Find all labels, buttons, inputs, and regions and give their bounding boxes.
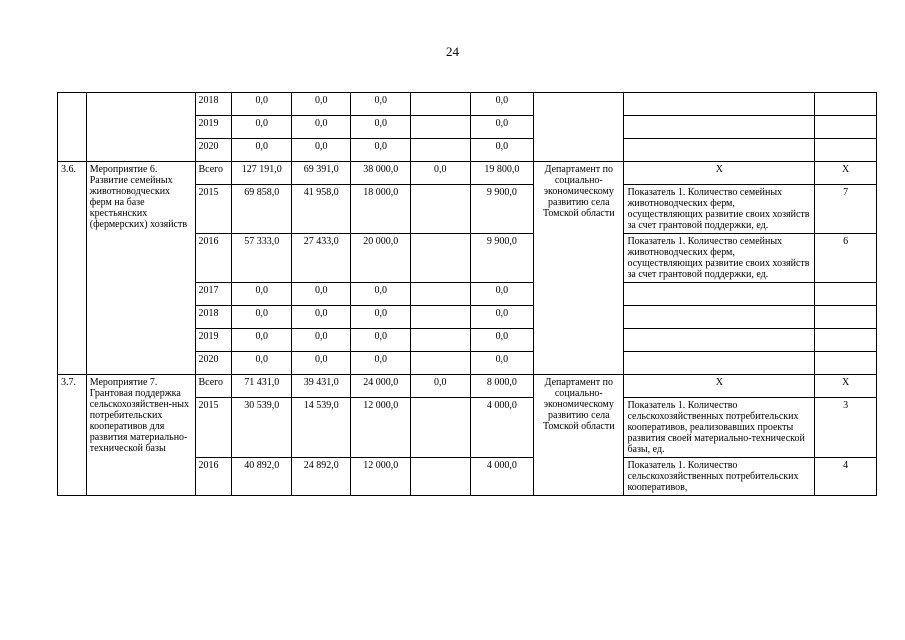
indicator-cell: Показатель 1. Количество сельскохозяйственных потребительских кооперативов, [624,458,815,496]
value-cell: 0,0 [411,162,471,185]
value-cell: 0,0 [291,139,351,162]
table-row [58,162,877,185]
indicator-cell [624,116,815,139]
indicator-cell [624,306,815,329]
table-row [58,375,877,398]
value-cell [411,306,471,329]
indicator-cell [624,352,815,375]
value-cell: 0,0 [291,93,351,116]
value-cell [411,283,471,306]
value-cell: 0,0 [351,352,411,375]
page-number: 24 [446,44,459,59]
value-cell: 24 000,0 [351,375,411,398]
indicator-value-cell [815,352,877,375]
year-cell: 2016 [195,458,232,496]
value-cell: 0,0 [470,283,534,306]
indicator-cell: Х [624,162,815,185]
value-cell [411,352,471,375]
value-cell: 0,0 [232,93,292,116]
item-title: Мероприятие 6. Развитие семейных животноводческих ферм на базе крестьянских (фермерских) хозяйств [86,162,195,375]
value-cell: 127 191,0 [232,162,292,185]
value-cell: 14 539,0 [291,398,351,458]
item-title: Мероприятие 7. Грантовая поддержка сельскохозяйствен-ных потребительских кооперативов для развития материально-технической базы [86,375,195,496]
year-cell: Всего [195,162,232,185]
indicator-value-cell [815,329,877,352]
indicator-value-cell: 7 [815,185,877,234]
value-cell: 39 431,0 [291,375,351,398]
item-number: 3.6. [58,162,87,375]
value-cell [411,458,471,496]
value-cell: 0,0 [232,329,292,352]
indicator-cell [624,93,815,116]
indicator-value-cell: 4 [815,458,877,496]
indicator-value-cell: 3 [815,398,877,458]
value-cell: 0,0 [470,139,534,162]
value-cell: 0,0 [470,329,534,352]
value-cell: 69 391,0 [291,162,351,185]
value-cell [411,93,471,116]
indicator-cell: Х [624,375,815,398]
value-cell: 0,0 [291,306,351,329]
value-cell: 18 000,0 [351,185,411,234]
value-cell [411,329,471,352]
year-cell: 2019 [195,116,232,139]
value-cell: 30 539,0 [232,398,292,458]
value-cell: 0,0 [232,306,292,329]
value-cell: 24 892,0 [291,458,351,496]
value-cell: 9 900,0 [470,185,534,234]
indicator-cell [624,139,815,162]
value-cell: 0,0 [232,352,292,375]
value-cell: 27 433,0 [291,234,351,283]
table-row [58,93,877,116]
value-cell: 38 000,0 [351,162,411,185]
indicator-value-cell [815,139,877,162]
value-cell: 40 892,0 [232,458,292,496]
indicator-cell: Показатель 1. Количество сельскохозяйственных потребительских кооперативов, реализовавших проекты развития своей материально-технической базы, ед. [624,398,815,458]
value-cell: 0,0 [470,306,534,329]
value-cell: 8 000,0 [470,375,534,398]
value-cell: 19 800,0 [470,162,534,185]
program-table [57,92,877,496]
value-cell: 0,0 [351,139,411,162]
value-cell: 0,0 [470,352,534,375]
indicator-value-cell: Х [815,162,877,185]
value-cell: 20 000,0 [351,234,411,283]
value-cell: 0,0 [470,116,534,139]
year-cell: 2020 [195,352,232,375]
indicator-value-cell [815,306,877,329]
value-cell [411,185,471,234]
year-cell: 2016 [195,234,232,283]
value-cell: 0,0 [351,116,411,139]
indicator-value-cell [815,93,877,116]
indicator-value-cell [815,116,877,139]
value-cell: 12 000,0 [351,398,411,458]
value-cell: 41 958,0 [291,185,351,234]
value-cell: 0,0 [232,116,292,139]
indicator-cell [624,283,815,306]
indicator-cell: Показатель 1. Количество семейных животноводческих ферм, осуществляющих развитие своих хозяйств за счет грантовой поддержки, ед. [624,234,815,283]
value-cell: 0,0 [232,283,292,306]
value-cell: 0,0 [351,306,411,329]
year-cell: 2019 [195,329,232,352]
value-cell: 12 000,0 [351,458,411,496]
value-cell: 4 000,0 [470,458,534,496]
year-cell: 2015 [195,185,232,234]
item-number: 3.7. [58,375,87,496]
year-cell: 2018 [195,306,232,329]
indicator-cell [624,329,815,352]
value-cell: 0,0 [291,329,351,352]
value-cell: 0,0 [351,283,411,306]
value-cell: 0,0 [411,375,471,398]
value-cell: 0,0 [291,116,351,139]
value-cell: 0,0 [291,283,351,306]
value-cell: 0,0 [351,93,411,116]
department-cell: Департамент по социально-экономическому развитию села Томской области [534,162,624,375]
value-cell: 57 333,0 [232,234,292,283]
value-cell [411,398,471,458]
value-cell [411,116,471,139]
year-cell: 2015 [195,398,232,458]
value-cell [411,139,471,162]
empty-num-cell [58,93,87,162]
department-cell: Департамент по социально-экономическому развитию села Томской области [534,375,624,496]
empty-title-cell [86,93,195,162]
year-cell: 2017 [195,283,232,306]
year-cell: Всего [195,375,232,398]
indicator-cell: Показатель 1. Количество семейных животноводческих ферм, осуществляющих развитие своих хозяйств за счет грантовой поддержки, ед. [624,185,815,234]
value-cell: 0,0 [470,93,534,116]
empty-department-cell [534,93,624,162]
year-cell: 2018 [195,93,232,116]
indicator-value-cell: 6 [815,234,877,283]
value-cell: 0,0 [351,329,411,352]
value-cell: 69 858,0 [232,185,292,234]
value-cell [411,234,471,283]
value-cell: 4 000,0 [470,398,534,458]
value-cell: 9 900,0 [470,234,534,283]
value-cell: 71 431,0 [232,375,292,398]
indicator-value-cell [815,283,877,306]
value-cell: 0,0 [232,139,292,162]
value-cell: 0,0 [291,352,351,375]
indicator-value-cell: Х [815,375,877,398]
year-cell: 2020 [195,139,232,162]
